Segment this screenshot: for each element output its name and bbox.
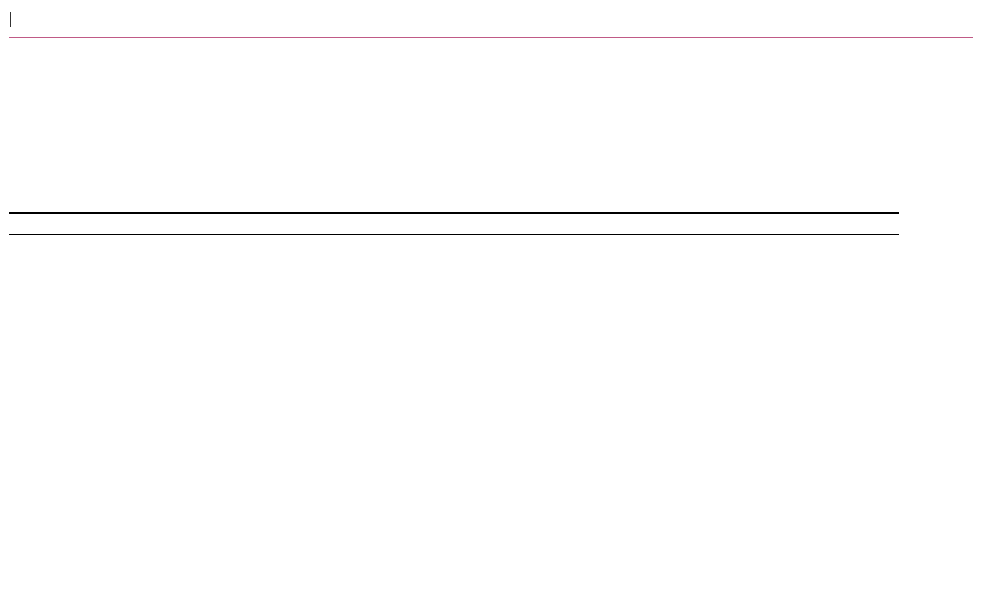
header-rule (9, 37, 973, 38)
table-top-rule (9, 212, 899, 214)
title-divider (10, 12, 11, 27)
year-header-rule (9, 234, 899, 235)
publication-title (9, 11, 13, 29)
